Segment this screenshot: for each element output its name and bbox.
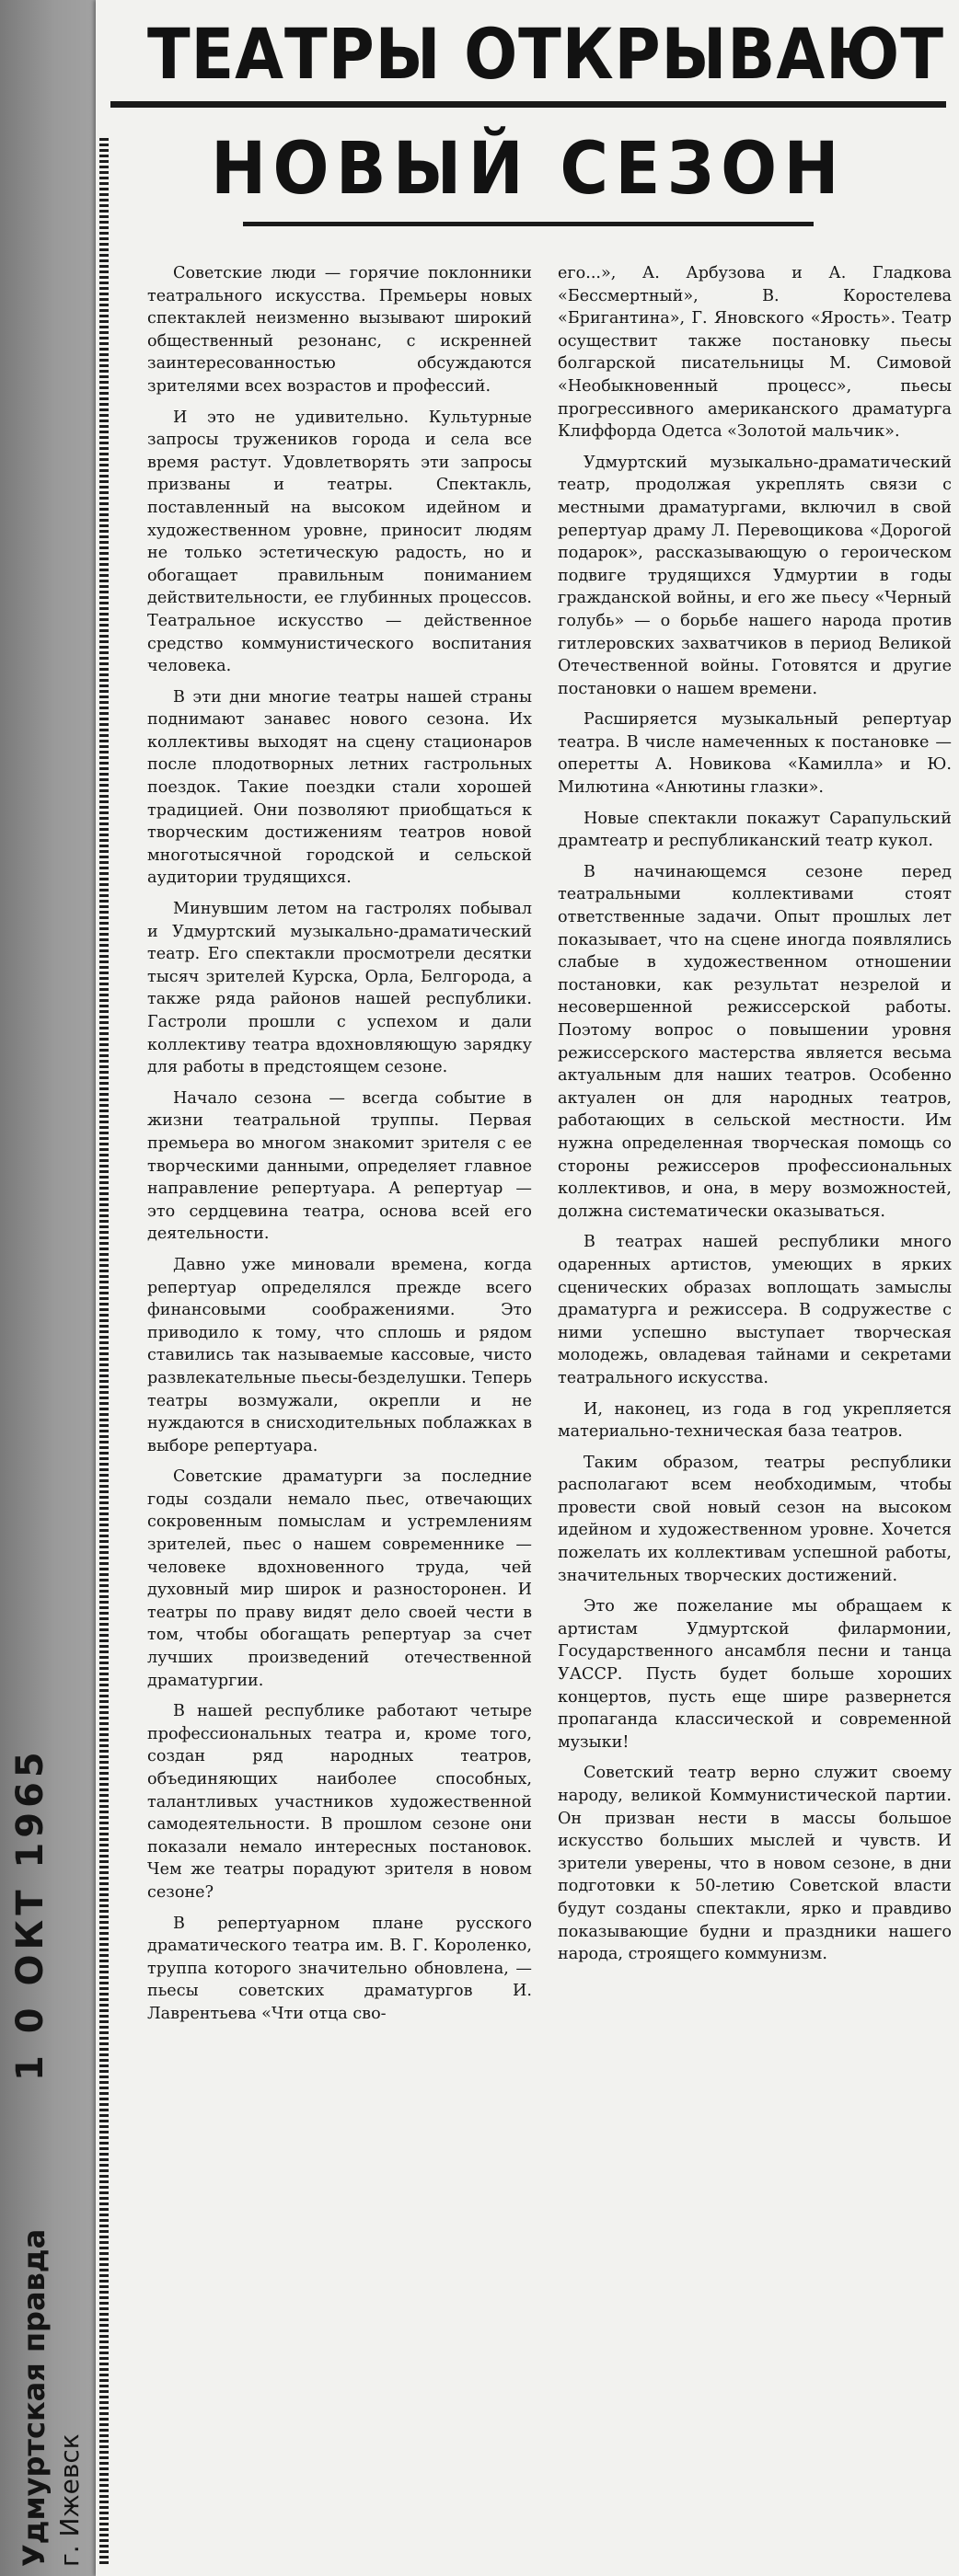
article-headline bbox=[105, 11, 952, 226]
headline-line-1: ТЕАТРЫ ОТКРЫВАЮТ bbox=[147, 13, 944, 95]
headline-rule bbox=[110, 101, 946, 108]
paragraph: Советские драматурги за последние годы создали немало пьес, отвечающих сокровенным помыслам и устремлениям зрителей, пьес о нашем современнике — человеке вдохновенного труда, чей духовный мир широк и разносторонен. И театры по праву видят дело своей чести в том, чтобы обогащать репертуар за счет лучших произведений отечественной драматургии. bbox=[147, 1467, 532, 1690]
paragraph: Новые спектакли покажут Сарапульский драмтеатр и республиканский театр кукол. bbox=[558, 809, 952, 851]
paragraph-continued: его...», А. Арбузова и А. Гладкова «Бессмертный», В. Коростелева «Бригантина», Г. Яновского «Ярость». Театр осуществит также постановку пьесы болгарской писательницы М. Симовой «Необыкновенный процесс», пьесы прогрессивного американского драматурга Клиффорда Одетса «Золотой мальчик». bbox=[558, 264, 952, 442]
paragraph: В нашей республике работают четыре профессиональных театра и, кроме того, создан ряд народных театров, объединяющих наиболее способных, талантливых участников художественной самодеятельности. В прошлом сезоне они показали немало интересных постановок. Чем же театры порадуют зрителя в новом сезоне? bbox=[147, 1702, 532, 1902]
paragraph: В эти дни многие театры нашей страны поднимают занавес нового сезона. Их коллективы выходят на сцену стационаров после плодотворных летних гастрольных поездок. Такие поездки стали хорошей традицией. Они позволяют приобщаться к творческим достижениям театров новой многотысячной городской и сельской аудитории трудящихся. bbox=[147, 687, 532, 888]
headline-line-2: НОВЫЙ СЕЗОН bbox=[211, 128, 846, 211]
article-column-left bbox=[147, 262, 532, 2571]
paragraph: И, наконец, из года в год укрепляется материально-техническая база театров. bbox=[558, 1399, 952, 1442]
paragraph: Удмуртский музыкально-драматический театр, продолжая укреплять связи с местными драматургами, включил в свой репертуар драму Л. Перевощикова «Дорогой подарок», рассказывающую о героическом подвиге трудящихся Удмуртии в годы гражданской войны, и его же пьесу «Черный голубь» — о борьбе нашего народа против гитлеровских захватчиков в период Великой Отечественной войны. Готовятся и другие постановки о нашем времени. bbox=[558, 453, 952, 698]
paragraph: И это не удивительно. Культурные запросы тружеников города и села все время растут. Удовлетворять эти запросы призваны и театры. Спектакль, поставленный на высоком идейном и художественном уровне, приносит людям не только эстетическую радость, но и обогащает правильным пониманием действительности, ее глубинных процессов. Театральное искусство — действенное средство коммунистического воспитания человека. bbox=[147, 408, 532, 676]
paragraph: Давно уже миновали времена, когда репертуар определялся прежде всего финансовыми соображениями. Это приводило к тому, что сплошь и рядом ставились так называемые кассовые, чисто развлекательные пьесы-безделушки. Теперь театры возмужали, окрепли и не нуждаются в снисходительных поблажках в выборе репертуара. bbox=[147, 1255, 532, 1455]
headline-underline bbox=[243, 222, 814, 226]
paragraph: Минувшим летом на гастролях побывал и Удмуртский музыкально-драматический театр. Его спектакли просмотрели десятки тысяч зрителей Курска, Орла, Белгорода, а также ряда районов нашей республики. Гастроли прошли с успехом и дали коллективу театра вдохновляющую зарядку для работы в предстоящем сезоне. bbox=[147, 900, 532, 1077]
paragraph: В театрах нашей республики много одаренных артистов, умеющих в ярких сценических образах воплощать замыслы драматурга и режиссера. В содружестве с ними успешно выступает творческая молодежь, овладевая тайнами и секретами театрального искусства. bbox=[558, 1233, 952, 1387]
paragraph: Начало сезона — всегда событие в жизни театральной труппы. Первая премьера во многом знакомит зрителя с ее творческими данными, определяет главное направление репертуара. А репертуар — это сердцевина театра, основа всей его деятельности. bbox=[147, 1088, 532, 1244]
paragraph: Советский театр верно служит своему народу, великой Коммунистической партии. Он призван нести в массы большое искусство больших мыслей и чувств. И зрители уверены, что в новом сезоне, в дни подготовки к 50-летию Советской власти будут созданы спектакли, ярко и правдиво показывающие будни и праздники нашего народа, строящего коммунизм. bbox=[558, 1764, 952, 1964]
paragraph: В начинающемся сезоне перед театральными коллективами стоят ответственные задачи. Опыт прошлых лет показывает, что на сцене иногда появлялись слабые в художественном отношении постановки, как результат незрелой и несовершенной режиссерской работы. Поэтому вопрос о повышении уровня режиссерского мастерства является весьма актуальным для наших театров. Особенно актуален он для народных театров, работающих в сельской местности. Им нужна определенная творческая помощь со стороны режиссеров профессиональных коллективов, и она, в меру возможностей, должна систематически оказываться. bbox=[558, 862, 952, 1221]
newspaper-clipping bbox=[96, 0, 959, 2576]
paragraph: Это же пожелание мы обращаем к артистам Удмуртской филармонии, Государственного ансамбля песни и танца УАССР. Пусть будет больше хороших концертов, пусть еще шире развернется пропаганда классической и современной музыки! bbox=[558, 1597, 952, 1752]
newspaper-name: Удмуртская правда bbox=[17, 2228, 52, 2567]
decorative-border bbox=[99, 138, 109, 2567]
paragraph: Советские люди — горячие поклонники театрального искусства. Премьеры новых спектаклей неизменно вызывают широкий общественный резонанс, с искренней заинтересованностью обсуждаются зрителями всех возрастов и профессий. bbox=[147, 264, 532, 396]
paragraph: В репертуарном плане русского драматического театра им. В. Г. Короленко, труппа которого значительно обновлена, — пьесы советских драматургов И. Лаврентьева «Чти отца сво- bbox=[147, 1914, 532, 2023]
publication-city: г. Ижевск bbox=[54, 2433, 85, 2567]
publication-date: 1 0 ОКТ 1965 bbox=[9, 1747, 52, 2081]
paragraph: Таким образом, театры республики располагают всем необходимым, чтобы провести свой новый сезон на высоком идейном и художественном уровне. Хочется пожелать их коллективам успешной работы, значительных творческих достижений. bbox=[558, 1453, 952, 1585]
article-column-right bbox=[558, 262, 952, 2571]
paragraph: Расширяется музыкальный репертуар театра. В числе намеченных к постановке — оперетты А. Новикова «Камилла» и Ю. Милютина «Анютины глазки». bbox=[558, 710, 952, 798]
